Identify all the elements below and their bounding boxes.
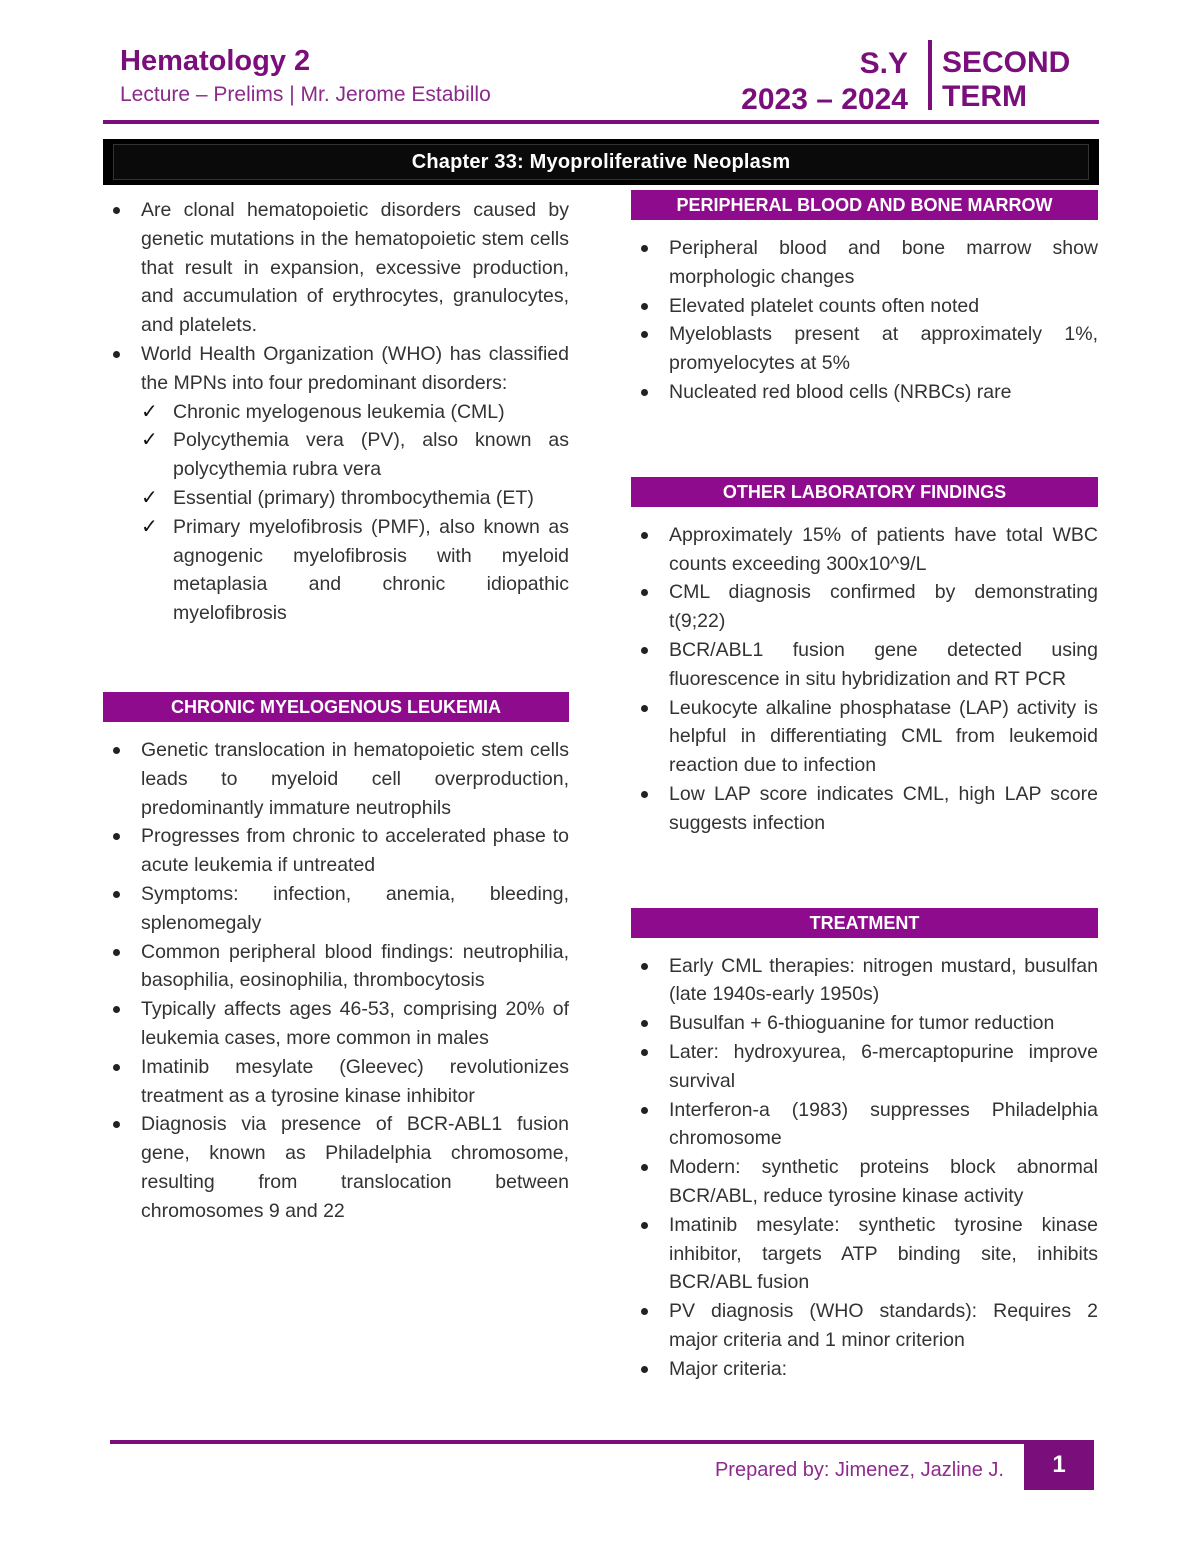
- list-item: Typically affects ages 46-53, comprising 20% of leukemia cases, more common in males: [103, 995, 569, 1053]
- list-item: ✓ Essential (primary) thrombocythemia (ET): [141, 484, 569, 513]
- bullet-icon: [641, 791, 648, 798]
- treatment-list: [631, 952, 1098, 1384]
- list-item: Are clonal hematopoietic disorders caused by genetic mutations in the hematopoietic stem cells that result in expansion, excessive production, and accumulation of erythrocytes, granulocytes, and platelets.: [103, 196, 569, 340]
- bullet-icon: [113, 949, 120, 956]
- list-item: Early CML therapies: nitrogen mustard, busulfan (late 1940s-early 1950s): [631, 952, 1098, 1010]
- bullet-icon: [113, 747, 120, 754]
- list-item: Imatinib mesylate: synthetic tyrosine kinase inhibitor, targets ATP binding site, inhibits BCR/ABL fusion: [631, 1211, 1098, 1297]
- list-item: Modern: synthetic proteins block abnormal BCR/ABL, reduce tyrosine kinase activity: [631, 1153, 1098, 1211]
- school-year-value: 2023 – 2024: [741, 83, 908, 116]
- list-item: Progresses from chronic to accelerated phase to acute leukemia if untreated: [103, 822, 569, 880]
- list-item: Genetic translocation in hematopoietic stem cells leads to myeloid cell overproduction, predominantly immature neutrophils: [103, 736, 569, 822]
- treatment-heading: TREATMENT: [631, 908, 1098, 938]
- document-title: Hematology 2: [120, 45, 311, 77]
- list-item: Approximately 15% of patients have total WBC counts exceeding 300x10^9/L: [631, 521, 1098, 579]
- bullet-icon: [641, 963, 648, 970]
- left-column: [103, 196, 569, 1226]
- header-divider: [928, 40, 932, 110]
- checkmark-icon: ✓: [141, 400, 158, 423]
- bullet-icon: [113, 833, 120, 840]
- bullet-icon: [641, 1366, 648, 1373]
- bullet-icon: [641, 389, 648, 396]
- list-item: Leukocyte alkaline phosphatase (LAP) activity is helpful in differentiating CML from leukemoid reaction due to infection: [631, 694, 1098, 780]
- document-subtitle: Lecture – Prelims | Mr. Jerome Estabillo: [120, 83, 491, 106]
- bullet-icon: [113, 207, 120, 214]
- header-rule: [103, 120, 1099, 124]
- list-item: Imatinib mesylate (Gleevec) revolutionizes treatment as a tyrosine kinase inhibitor: [103, 1053, 569, 1111]
- bullet-icon: [113, 1006, 120, 1013]
- list-item: ✓ Polycythemia vera (PV), also known as polycythemia rubra vera: [141, 426, 569, 484]
- term-line-2: TERM: [942, 80, 1027, 113]
- peripheral-list: [631, 234, 1098, 407]
- right-column: [631, 190, 1098, 1384]
- mpn-types-list: [141, 398, 569, 628]
- other-lab-list: [631, 521, 1098, 838]
- chapter-title: Chapter 33: Myoproliferative Neoplasm: [113, 144, 1089, 180]
- list-item: Nucleated red blood cells (NRBCs) rare: [631, 378, 1098, 407]
- bullet-icon: [113, 1064, 120, 1071]
- list-item: Later: hydroxyurea, 6-mercaptopurine improve survival: [631, 1038, 1098, 1096]
- bullet-icon: [641, 589, 648, 596]
- bullet-icon: [641, 532, 648, 539]
- list-item: CML diagnosis confirmed by demonstrating t(9;22): [631, 578, 1098, 636]
- bullet-icon: [641, 1164, 648, 1171]
- checkmark-icon: ✓: [141, 515, 158, 538]
- list-item: World Health Organization (WHO) has classified the MPNs into four predominant disorders:: [103, 340, 569, 398]
- list-item: Busulfan + 6-thioguanine for tumor reduction: [631, 1009, 1098, 1038]
- list-item: Common peripheral blood findings: neutrophilia, basophilia, eosinophilia, thrombocytosis: [103, 938, 569, 996]
- list-item: Low LAP score indicates CML, high LAP score suggests infection: [631, 780, 1098, 838]
- intro-list: [103, 196, 569, 398]
- list-item: ✓ Primary myelofibrosis (PMF), also known as agnogenic myelofibrosis with myeloid metaplasia and chronic idiopathic myelofibrosis: [141, 513, 569, 628]
- list-item: Symptoms: infection, anemia, bleeding, splenomegaly: [103, 880, 569, 938]
- list-item: BCR/ABL1 fusion gene detected using fluorescence in situ hybridization and RT PCR: [631, 636, 1098, 694]
- header-left: [120, 44, 491, 108]
- cml-heading: CHRONIC MYELOGENOUS LEUKEMIA: [103, 692, 569, 722]
- bullet-icon: [641, 303, 648, 310]
- page-number: 1: [1024, 1440, 1094, 1490]
- chapter-bar: [103, 139, 1099, 185]
- list-item: Myeloblasts present at approximately 1%, promyelocytes at 5%: [631, 320, 1098, 378]
- bullet-icon: [641, 245, 648, 252]
- bullet-icon: [641, 1020, 648, 1027]
- cml-list: [103, 736, 569, 1226]
- school-year: [700, 46, 908, 118]
- footer-rule: [110, 1440, 1024, 1444]
- bullet-icon: [113, 891, 120, 898]
- bullet-icon: [641, 1308, 648, 1315]
- checkmark-icon: ✓: [141, 486, 158, 509]
- peripheral-heading: PERIPHERAL BLOOD AND BONE MARROW: [631, 190, 1098, 220]
- list-item: PV diagnosis (WHO standards): Requires 2 major criteria and 1 minor criterion: [631, 1297, 1098, 1355]
- other-lab-heading: OTHER LABORATORY FINDINGS: [631, 477, 1098, 507]
- bullet-icon: [113, 1121, 120, 1128]
- list-item: Major criteria:: [631, 1355, 1098, 1384]
- bullet-icon: [641, 1222, 648, 1229]
- bullet-icon: [641, 647, 648, 654]
- school-year-label: S.Y: [859, 47, 908, 80]
- bullet-icon: [641, 1049, 648, 1056]
- list-item: Diagnosis via presence of BCR-ABL1 fusion gene, known as Philadelphia chromosome, resulting from translocation between chromosomes 9 and 22: [103, 1110, 569, 1225]
- checkmark-icon: ✓: [141, 429, 158, 452]
- bullet-icon: [641, 331, 648, 338]
- list-item: Peripheral blood and bone marrow show morphologic changes: [631, 234, 1098, 292]
- bullet-icon: [113, 351, 120, 358]
- term-line-1: SECOND: [942, 46, 1071, 79]
- list-item: ✓ Chronic myelogenous leukemia (CML): [141, 398, 569, 427]
- list-item: Interferon-a (1983) suppresses Philadelphia chromosome: [631, 1096, 1098, 1154]
- prepared-by: Prepared by: Jimenez, Jazline J.: [714, 1459, 1004, 1481]
- term-label: [942, 46, 1070, 114]
- list-item: Elevated platelet counts often noted: [631, 292, 1098, 321]
- bullet-icon: [641, 705, 648, 712]
- bullet-icon: [641, 1107, 648, 1114]
